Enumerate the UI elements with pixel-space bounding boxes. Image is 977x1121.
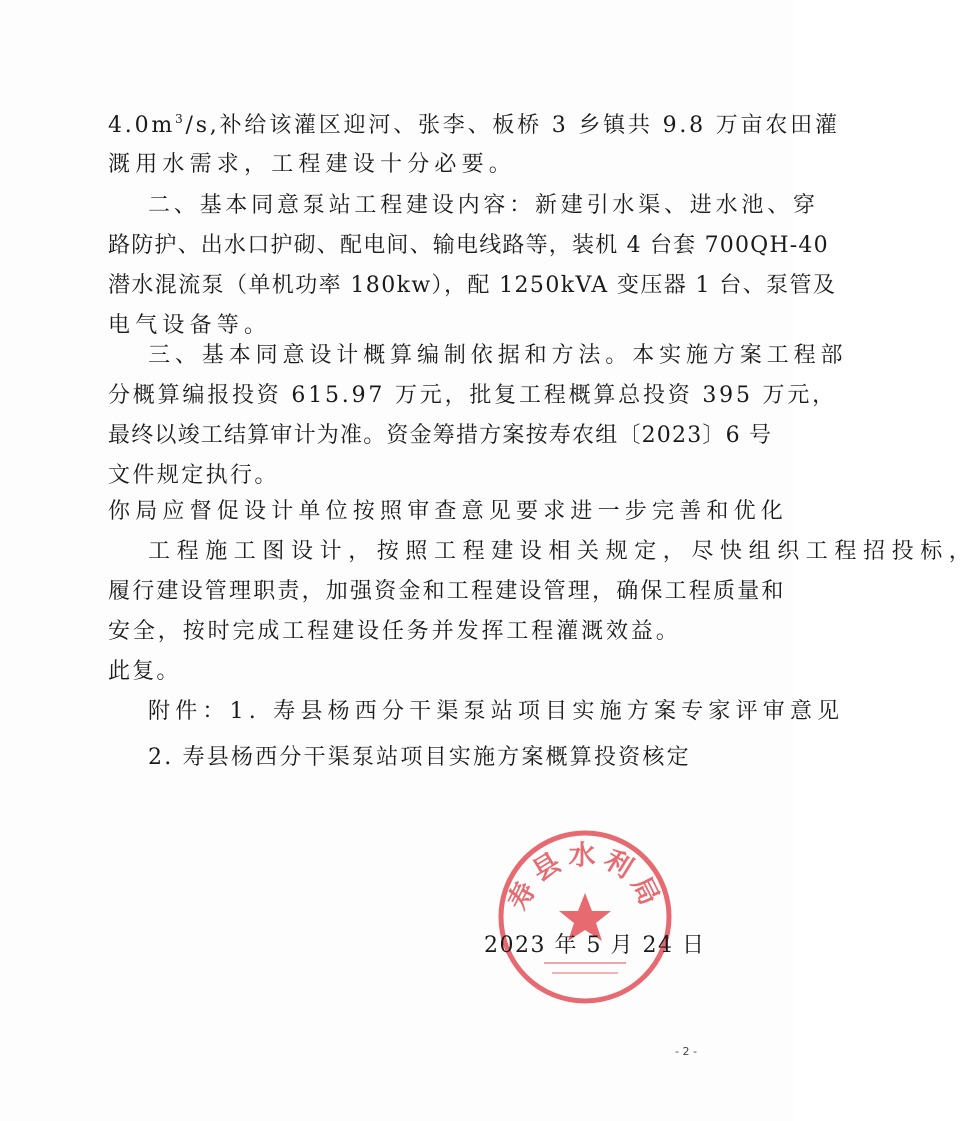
body-line-9: 最终以竣工结算审计为准。资金筹措方案按寿农组〔2023〕6 号 [108, 423, 773, 448]
seal-text: 寿县水利局 [502, 840, 668, 916]
body-line-1-pre: 4.0m [108, 113, 176, 138]
body-line-5: 潜水混流泵（单机功率 180kw），配 1250kVA 变压器 1 台、泵管及 [108, 273, 837, 298]
body-line-13: 履行建设管理职责，加强资金和工程建设管理，确保工程质量和 [108, 579, 786, 604]
body-line-1-post: /s,补给该灌区迎河、张李、板桥 3 乡镇共 9.8 万亩农田灌 [185, 113, 840, 138]
official-seal [496, 828, 674, 1006]
page-number: - 2 - [675, 1045, 697, 1058]
attachment-line-1: 2. 寿县杨西分干渠泵站项目实施方案概算投资核定 [148, 745, 691, 770]
body-line-6: 电气设备等。 [108, 313, 272, 338]
body-line-11: 你局应督促设计单位按照审查意见要求进一步完善和优化 [108, 499, 789, 524]
issue-date: 2023 年 5 月 24 日 [484, 933, 706, 958]
body-line-3: 二、基本同意泵站工程建设内容：新建引水渠、进水池、穿 [148, 193, 819, 218]
body-line-8: 分概算编报投资 615.97 万元，批复工程概算总投资 395 万元， [108, 383, 837, 408]
body-line-16: 附件：1. 寿县杨西分干渠泵站项目实施方案专家评审意见 [148, 699, 845, 724]
body-line-2: 溉用水需求，工程建设十分必要。 [108, 152, 517, 177]
body-line-12: 工程施工图设计，按照工程建设相关规定，尽快组织工程招投标， [148, 539, 977, 564]
body-line-4: 路防护、出水口护砌、配电间、输电线路等，装机 4 台套 700QH-40 [108, 233, 829, 258]
body-line-14: 安全，按时完成工程建设任务并发挥工程灌溉效益。 [108, 619, 681, 644]
body-line-15: 此复。 [108, 659, 181, 684]
body-line-7: 三、基本同意设计概算编制依据和方法。本实施方案工程部 [148, 343, 848, 368]
body-line-1-sup: 3 [175, 112, 186, 126]
body-line-10: 文件规定执行。 [108, 463, 279, 488]
body-line-1 [108, 111, 840, 141]
